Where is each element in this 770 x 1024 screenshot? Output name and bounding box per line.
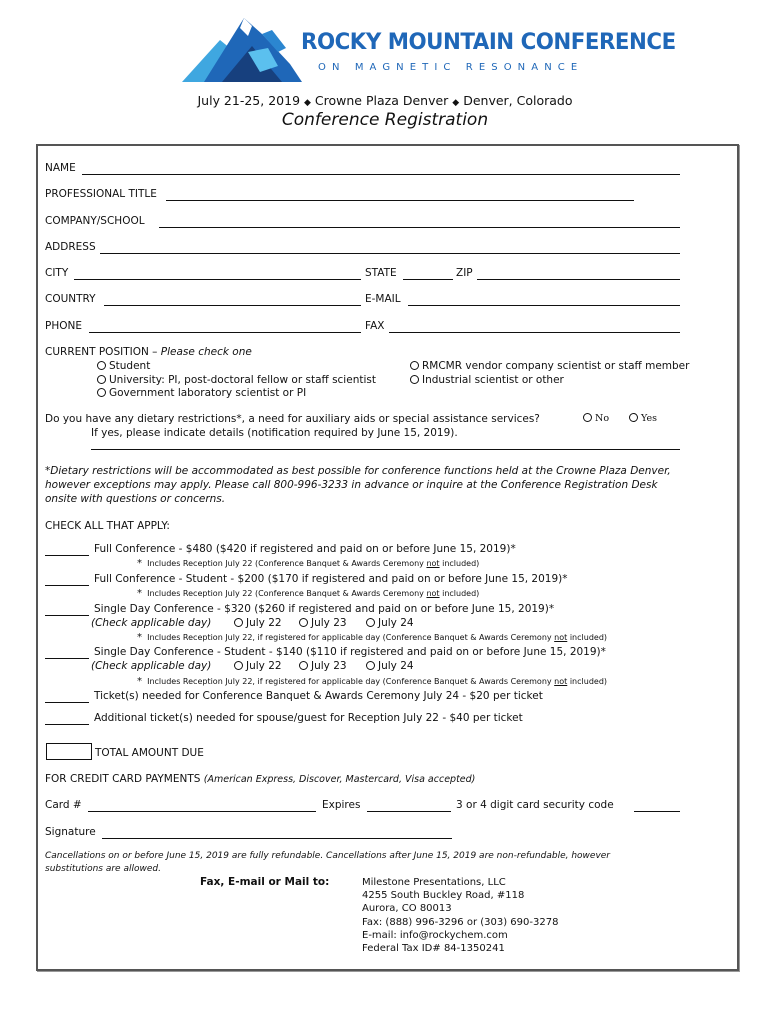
security-code-label: 3 or 4 digit card security code	[456, 799, 614, 811]
signature-label: Signature	[45, 826, 96, 838]
radio-icon[interactable]	[410, 375, 419, 384]
dietary-note-line2: however exceptions may apply. Please call 800-996-3233 in advance or inquire at the Conference Registration Desk	[45, 479, 658, 491]
radio-icon[interactable]	[234, 618, 243, 627]
radio-icon[interactable]	[410, 361, 419, 370]
state-label: STATE	[365, 267, 397, 279]
single-day-student-july24[interactable]: July 24	[366, 660, 414, 672]
professional-title-input[interactable]	[166, 200, 634, 201]
position-option-university[interactable]: University: PI, post-doctoral fellow or staff scientist	[97, 374, 376, 386]
logo-title: ROCKY MOUNTAIN CONFERENCE	[301, 30, 676, 55]
radio-icon[interactable]	[234, 661, 243, 670]
contact-line: Federal Tax ID# 84-1350241	[362, 943, 505, 955]
contact-line: Fax: (888) 996-3296 or (303) 690-3278	[362, 916, 559, 928]
email-label: E-MAIL	[365, 293, 401, 305]
total-amount-input[interactable]	[46, 743, 92, 760]
fax-label: FAX	[365, 320, 385, 332]
single-day-blank[interactable]	[45, 615, 89, 616]
contact-email[interactable]: E-mail: info@rockychem.com	[362, 929, 508, 941]
company-label: COMPANY/SCHOOL	[45, 215, 145, 227]
security-code-input[interactable]	[634, 811, 680, 812]
student-conference-blank[interactable]	[45, 585, 89, 586]
city-label: CITY	[45, 267, 69, 279]
radio-icon[interactable]	[97, 361, 106, 370]
radio-icon[interactable]	[366, 618, 375, 627]
banquet-ticket-blank[interactable]	[45, 702, 89, 703]
card-number-input[interactable]	[88, 811, 316, 812]
reception-ticket-label: Additional ticket(s) needed for spouse/guest for Reception July 22 - $40 per ticket	[94, 712, 523, 724]
contact-label: Fax, E-mail or Mail to:	[200, 876, 330, 888]
dietary-yes-option[interactable]: Yes	[629, 413, 657, 424]
country-input[interactable]	[104, 305, 361, 306]
credit-card-heading: FOR CREDIT CARD PAYMENTS (American Express, Discover, Mastercard, Visa accepted)	[45, 773, 476, 785]
card-number-label: Card #	[45, 799, 82, 811]
banquet-ticket-label: Ticket(s) needed for Conference Banquet & Awards Ceremony July 24 - $20 per ticket	[94, 690, 543, 702]
phone-label: PHONE	[45, 320, 82, 332]
cancellation-policy-line2: substitutions are allowed.	[45, 864, 161, 874]
radio-icon[interactable]	[366, 661, 375, 670]
contact-line: Milestone Presentations, LLC	[362, 877, 506, 888]
dietary-details-label: If yes, please indicate details (notification required by June 15, 2019).	[91, 427, 458, 439]
position-label: CURRENT POSITION – Please check one	[45, 346, 252, 358]
diamond-icon: ◆	[304, 98, 311, 108]
diamond-icon: ◆	[452, 98, 460, 108]
country-label: COUNTRY	[45, 293, 96, 305]
single-day-label: Single Day Conference - $320 ($260 if registered and paid on or before June 15, 2019)*	[94, 603, 555, 615]
radio-icon[interactable]	[97, 375, 106, 384]
position-option-government[interactable]: Government laboratory scientist or PI	[97, 387, 306, 399]
address-input[interactable]	[100, 253, 680, 254]
zip-label: ZIP	[456, 267, 473, 279]
address-label: ADDRESS	[45, 241, 96, 253]
check-all-heading: CHECK ALL THAT APPLY:	[45, 520, 170, 532]
contact-line: Aurora, CO 80013	[362, 903, 452, 915]
radio-icon[interactable]	[299, 661, 308, 670]
dietary-details-input[interactable]	[91, 449, 680, 450]
radio-icon[interactable]	[299, 618, 308, 627]
single-day-student-label: Single Day Conference - Student - $140 ($110 if registered and paid on or before June 15, 2019)*	[94, 646, 606, 658]
name-label: NAME	[45, 162, 76, 174]
single-day-student-check-hint: (Check applicable day)	[91, 660, 212, 672]
radio-icon[interactable]	[97, 388, 106, 397]
email-input[interactable]	[408, 305, 680, 306]
expires-input[interactable]	[367, 811, 451, 812]
student-conference-note: * Includes Reception July 22 (Conference Banquet & Awards Ceremony not included)	[137, 588, 480, 599]
radio-icon[interactable]	[583, 413, 592, 422]
full-conference-note: * Includes Reception July 22 (Conference Banquet & Awards Ceremony not included)	[137, 558, 480, 569]
page-title: Conference Registration	[281, 110, 489, 130]
full-conference-label: Full Conference - $480 ($420 if registered and paid on or before June 15, 2019)*	[94, 543, 516, 555]
dietary-question: Do you have any dietary restrictions*, a need for auxiliary aids or special assistance services?	[45, 413, 540, 425]
radio-icon[interactable]	[629, 413, 638, 422]
single-day-check-hint: (Check applicable day)	[91, 617, 212, 629]
expires-label: Expires	[322, 799, 361, 811]
event-dateline: July 21-25, 2019 ◆ Crowne Plaza Denver ◆ Denver, Colorado	[197, 93, 573, 108]
student-conference-label: Full Conference - Student - $200 ($170 if registered and paid on or before June 15, 2019)*	[94, 573, 568, 585]
single-day-july23[interactable]: July 23	[299, 617, 347, 629]
logo-subtitle: ON MAGNETIC RESONANCE	[318, 62, 584, 73]
reception-ticket-blank[interactable]	[45, 724, 89, 725]
position-option-industrial[interactable]: Industrial scientist or other	[410, 374, 564, 386]
single-day-student-blank[interactable]	[45, 658, 89, 659]
mountain-logo-icon	[182, 12, 312, 84]
cancellation-policy-line1: Cancellations on or before June 15, 2019 are fully refundable. Cancellations after June 15, 2019 are non-refundable, however	[45, 851, 611, 861]
contact-line: 4255 South Buckley Road, #118	[362, 890, 525, 902]
name-input[interactable]	[82, 174, 680, 175]
professional-title-label: PROFESSIONAL TITLE	[45, 188, 157, 200]
fax-input[interactable]	[389, 332, 680, 333]
single-day-student-july23[interactable]: July 23	[299, 660, 347, 672]
dietary-no-option[interactable]: No	[583, 413, 609, 424]
signature-input[interactable]	[102, 838, 452, 839]
zip-input[interactable]	[477, 279, 680, 280]
total-amount-label: TOTAL AMOUNT DUE	[95, 747, 204, 759]
full-conference-blank[interactable]	[45, 555, 89, 556]
phone-input[interactable]	[89, 332, 361, 333]
single-day-july22[interactable]: July 22	[234, 617, 282, 629]
single-day-note: * Includes Reception July 22, if registered for applicable day (Conference Banquet & Awards Ceremony not included)	[137, 632, 608, 643]
state-input[interactable]	[403, 279, 453, 280]
position-option-student[interactable]: Student	[97, 360, 150, 372]
dietary-note-line3: onsite with questions or concerns.	[45, 493, 226, 505]
single-day-july24[interactable]: July 24	[366, 617, 414, 629]
single-day-student-july22[interactable]: July 22	[234, 660, 282, 672]
contact-address-block	[362, 876, 558, 955]
city-input[interactable]	[74, 279, 361, 280]
company-input[interactable]	[159, 227, 680, 228]
dietary-note-line1: *Dietary restrictions will be accommodated as best possible for conference functions held at the Crowne Plaza Denver,	[45, 465, 671, 477]
single-day-student-note: * Includes Reception July 22, if registered for applicable day (Conference Banquet & Awards Ceremony not included)	[137, 676, 608, 687]
position-option-vendor[interactable]: RMCMR vendor company scientist or staff member	[410, 360, 689, 372]
